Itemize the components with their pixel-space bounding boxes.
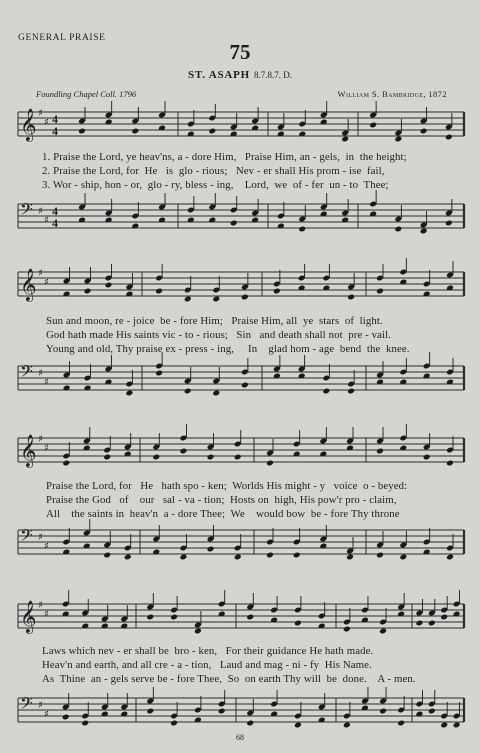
page-number: 68 [236,733,244,742]
verse-line: All the saints in heav'n a - dore Thee; We would bow be - fore Thy throne [46,508,400,520]
svg-text:♯: ♯ [44,443,49,454]
svg-text:♯: ♯ [38,700,43,711]
composer-credit [338,89,447,99]
bass-staff [0,690,480,738]
svg-text:♯: ♯ [38,434,43,445]
words-source: Foundling Chapel Coll. 1796 [36,89,137,99]
treble-staff [0,430,480,478]
tune-heading [0,69,480,81]
verse-line: Heav'n and earth, and all cre - a - tion, Laud and mag - ni - fy His Name. [42,659,372,671]
svg-text:𝄢: 𝄢 [20,361,33,385]
meter: 8.7.8.7. D. [254,70,292,80]
svg-text:𝄢: 𝄢 [20,199,33,223]
treble-staff [0,596,480,644]
verse-line: Young and old, Thy praise ex - press - ing, In glad hom - age bend the knee. [46,343,410,355]
svg-text:𝄞: 𝄞 [20,434,37,467]
bass-staff [0,522,480,570]
svg-text:♯: ♯ [38,532,43,543]
svg-text:♯: ♯ [44,215,49,226]
composer-name: William S. Bambridge, 1872 [337,89,447,99]
bass-staff [0,196,480,244]
svg-text:♯: ♯ [44,541,49,552]
treble-staff [0,264,480,312]
verse-line: 2. Praise the Lord, for He is glo - rious; Nev - er shall His prom - ise fail, [42,165,385,177]
verse-line: Laws which nev - er shall be bro - ken, For their guidance He hath made. [42,645,374,657]
svg-text:𝄢: 𝄢 [20,525,33,549]
verse-line: 3. Wor - ship, hon - or, glo - ry, bless - ing, Lord, we of - fer un - to Thee; [42,179,389,191]
svg-text:𝄢: 𝄢 [20,693,33,717]
section-header: GENERAL PRAISE [18,33,106,43]
svg-text:4: 4 [52,216,58,230]
svg-text:𝄞: 𝄞 [20,600,37,633]
hymn-number: 75 [229,40,251,64]
svg-text:𝄞: 𝄞 [20,268,37,301]
svg-text:𝄞: 𝄞 [20,108,37,141]
treble-staff [0,104,480,152]
svg-text:♯: ♯ [38,108,43,119]
verse-line: Praise the God of our sal - va - tion; Hosts on high, His pow'r pro - claim, [46,494,397,506]
verse-line: Sun and moon, re - joice be - fore Him; Praise Him, all ye stars of light. [46,315,383,327]
svg-text:♯: ♯ [44,277,49,288]
verse-line: As Thine an - gels serve be - fore Thee, So on earth Thy will be done. A - men. [42,673,416,685]
svg-text:♯: ♯ [38,206,43,217]
tune-name: ST. ASAPH [187,69,250,81]
verse-line: God hath made His saints vic - to - rious; Sin and death shall not pre - vail. [46,329,392,341]
svg-text:4: 4 [52,124,58,138]
svg-text:♯: ♯ [44,117,49,128]
svg-text:4: 4 [52,112,58,126]
svg-text:♯: ♯ [38,600,43,611]
bass-staff [0,358,480,406]
svg-text:♯: ♯ [44,709,49,720]
svg-text:♯: ♯ [38,368,43,379]
svg-text:♯: ♯ [44,377,49,388]
svg-text:4: 4 [52,204,58,218]
verse-line: 1. Praise the Lord, ye heav'ns, a - dore Him, Praise Him, an - gels, in the height; [42,151,407,163]
verse-line: Praise the Lord, for He hath spo - ken; Worlds His might - y voice o - beyed: [46,480,408,492]
svg-text:♯: ♯ [44,609,49,620]
svg-text:♯: ♯ [38,268,43,279]
